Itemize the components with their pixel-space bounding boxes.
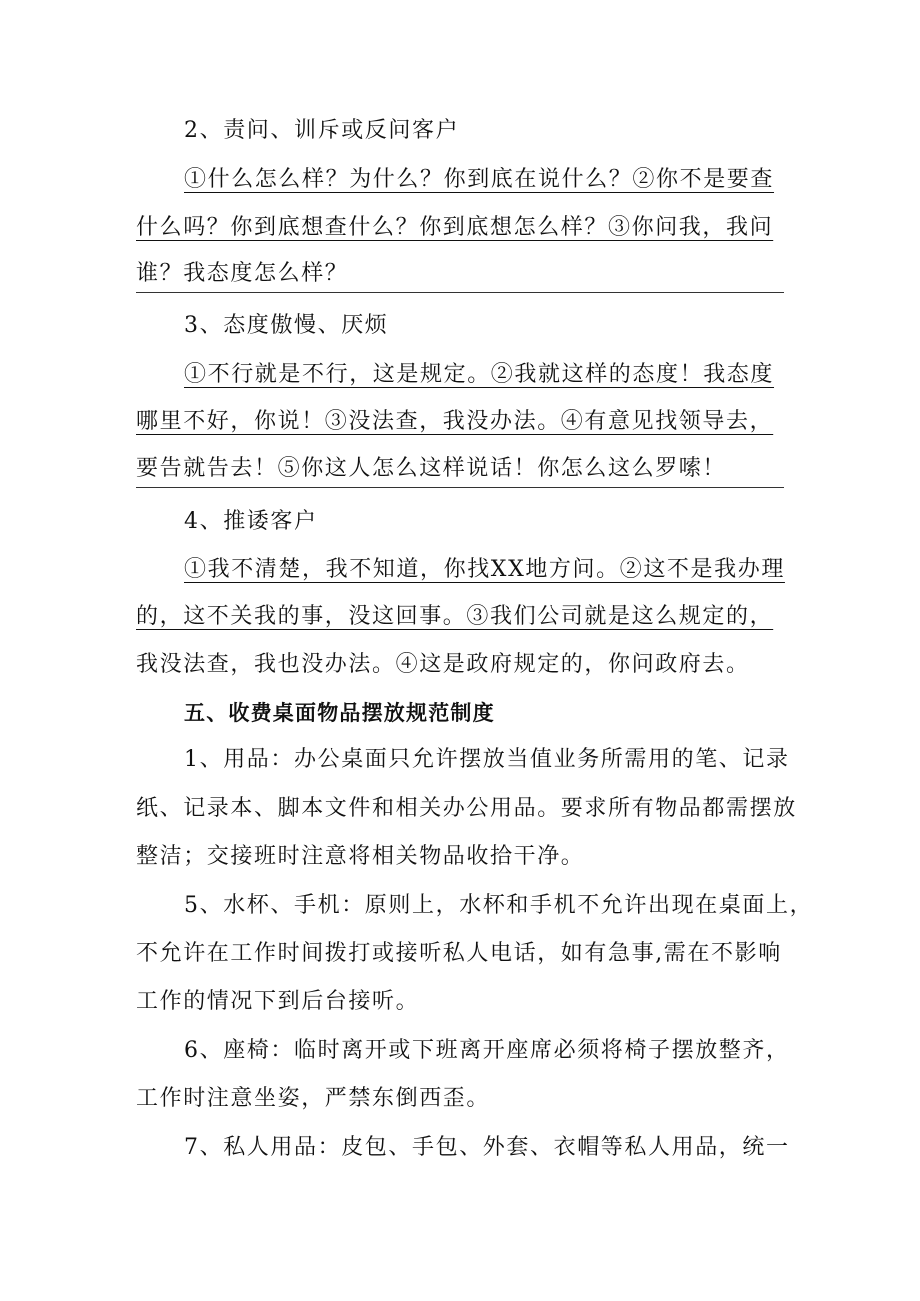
section-4-line-3: 我没法查，我也没办法。④这是政府规定的，你问政府去。 — [136, 652, 750, 677]
section-2-line-2: 什么吗？你到底想查什么？你到底想怎么样？③你问我，我问 — [136, 215, 774, 240]
section-2-line-3: 谁？我态度怎么样？ — [136, 261, 349, 286]
paragraph-line: 5、水杯、手机：原则上，水杯和手机不允许出现在桌面上， — [184, 893, 814, 918]
divider-rule — [136, 487, 784, 488]
section-2-title: 2、责问、训斥或反问客户 — [184, 118, 460, 143]
paragraph-line: 6、座椅：临时离开或下班离开座席必须将椅子摆放整齐， — [184, 1038, 790, 1063]
paragraph-line: 7、私人用品：皮包、手包、外套、衣帽等私人用品，统一 — [184, 1135, 790, 1160]
section-4-line-1: ①我不清楚，我不知道，你找XX地方问。②这不是我办理 — [184, 557, 785, 582]
paragraph-line: 纸、记录本、脚本文件和相关办公用品。要求所有物品都需摆放 — [136, 796, 797, 821]
paragraph-line: 整洁；交接班时注意将相关物品收拾干净。 — [136, 844, 585, 869]
paragraph-line: 工作的情况下到后台接听。 — [136, 989, 420, 1014]
section-3-line-2: 哪里不好，你说！③没法查，我没办法。④有意见找领导去， — [136, 409, 774, 434]
section-3-line-1: ①不行就是不行，这是规定。②我就这样的态度！我态度 — [184, 362, 775, 387]
section-4-title: 4、推诿客户 — [184, 509, 318, 534]
paragraph-line: 工作时注意坐姿，严禁东倒西歪。 — [136, 1086, 491, 1111]
section-4-line-2: 的，这不关我的事，没这回事。③我们公司就是这么规定的， — [136, 604, 774, 629]
divider-rule — [136, 292, 784, 293]
section-3-title: 3、态度傲慢、厌烦 — [184, 313, 389, 338]
paragraph-line: 不允许在工作时间拨打或接听私人电话，如有急事,需在不影响 — [136, 941, 782, 966]
section-2-line-1: ①什么怎么样？为什么？你到底在说什么？②你不是要查 — [184, 167, 775, 192]
section-3-line-3: 要告就告去！⑤你这人怎么这样说话！你怎么这么罗嗦！ — [136, 456, 727, 481]
paragraph-line: 1、用品：办公桌面只允许摆放当值业务所需用的笔、记录 — [184, 747, 790, 772]
chapter-5-heading: 五、收费桌面物品摆放规范制度 — [184, 701, 495, 725]
